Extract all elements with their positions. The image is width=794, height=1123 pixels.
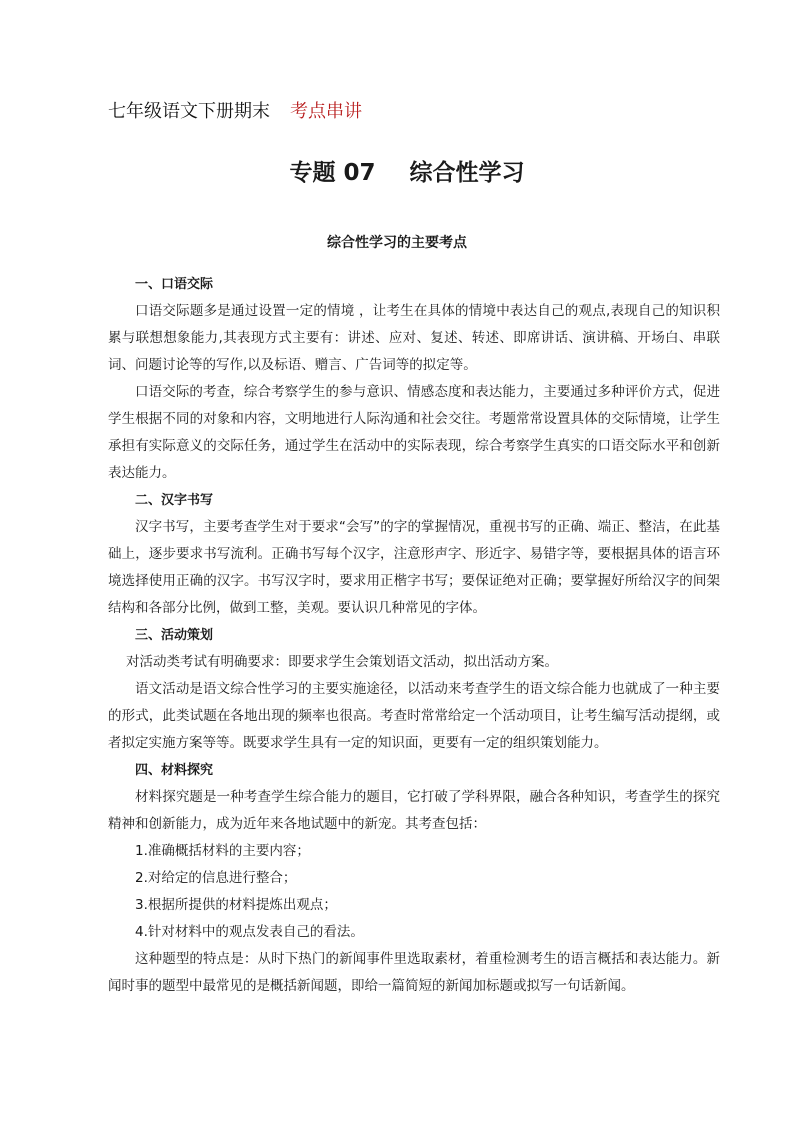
paragraph: 材料探究题是一种考查学生综合能力的题目，它打破了学科界限，融合各种知识，考查学生的探究精神和创新能力，成为近年来各地试题中的新宠。其考查包括： — [108, 789, 720, 832]
section-heading-activity: 三、活动策划 — [135, 628, 214, 643]
section-heading-writing: 二、汉字书写 — [135, 493, 214, 508]
paragraph: 对活动类考试有明确要求：即要求学生会策划语文活动，拟出活动方案。 — [126, 654, 558, 670]
topic-name: 综合性学习 — [409, 160, 525, 186]
header-series: 考点串讲 — [290, 101, 362, 122]
document-header — [108, 99, 362, 125]
document-body — [108, 271, 720, 1000]
list-item: 4.针对材料中的观点发表自己的看法。 — [135, 924, 364, 940]
paragraph: 这种题型的特点是：从时下热门的新闻事件里选取素材，着重检测考生的语言概括和表达能力。新闻时事的题型中最常见的是概括新闻题，即给一篇简短的新闻加标题或拟写一句话新闻。 — [108, 951, 720, 994]
paragraph: 口语交际题多是通过设置一定的情境 ，让考生在具体的情境中表达自己的观点,表现自己的知识积累与联想想象能力,其表现方式主要有：讲述、应对、复述、转述、即席讲话、演讲稿、开场白、串联词、问题讨论等的写作,以及标语、赠言、广告词等的拟定等。 — [108, 303, 720, 373]
paragraph: 汉字书写，主要考查学生对于要求“会写”的字的掌握情况，重视书写的正确、端正、整洁，在此基础上，逐步要求书写流利。正确书写每个汉字，注意形声字、形近字、易错字等，要根据具体的语言环境选择使用正确的汉字。书写汉字时，要求用正楷字书写；要保证绝对正确；要掌握好所给汉字的间架结构和各部分比例，做到工整，美观。要认识几种常见的字体。 — [108, 519, 720, 616]
paragraph: 口语交际的考查，综合考察学生的参与意识、情感态度和表达能力，主要通过多种评价方式，促进学生根据不同的对象和内容，文明地进行人际沟通和社会交往。考题常常设置具体的交际情境，让学生承担有实际意义的交际任务，通过学生在活动中的实际表现，综合考察学生真实的口语交际水平和创新表达能力。 — [108, 384, 720, 481]
section-subtitle: 综合性学习的主要考点 — [327, 235, 467, 251]
list-item: 1.准确概括材料的主要内容； — [135, 843, 310, 859]
header-grade: 七年级语文下册期末 — [108, 101, 270, 122]
section-heading-oral: 一、口语交际 — [135, 277, 214, 292]
topic-number: 专题 07 — [289, 160, 376, 186]
paragraph: 语文活动是语文综合性学习的主要实施途径，以活动来考查学生的语文综合能力也就成了一种主要的形式，此类试题在各地出现的频率也很高。考查时常常给定一个活动项目，让考生编写活动提纲，或者拟定实施方案等等。既要求学生具有一定的知识面，更要有一定的组织策划能力。 — [108, 681, 720, 751]
list-item: 2.对给定的信息进行整合； — [135, 870, 297, 886]
list-item: 3.根据所提供的材料提炼出观点； — [135, 897, 337, 913]
section-heading-material: 四、材料探究 — [135, 763, 214, 778]
page-title — [0, 156, 794, 190]
